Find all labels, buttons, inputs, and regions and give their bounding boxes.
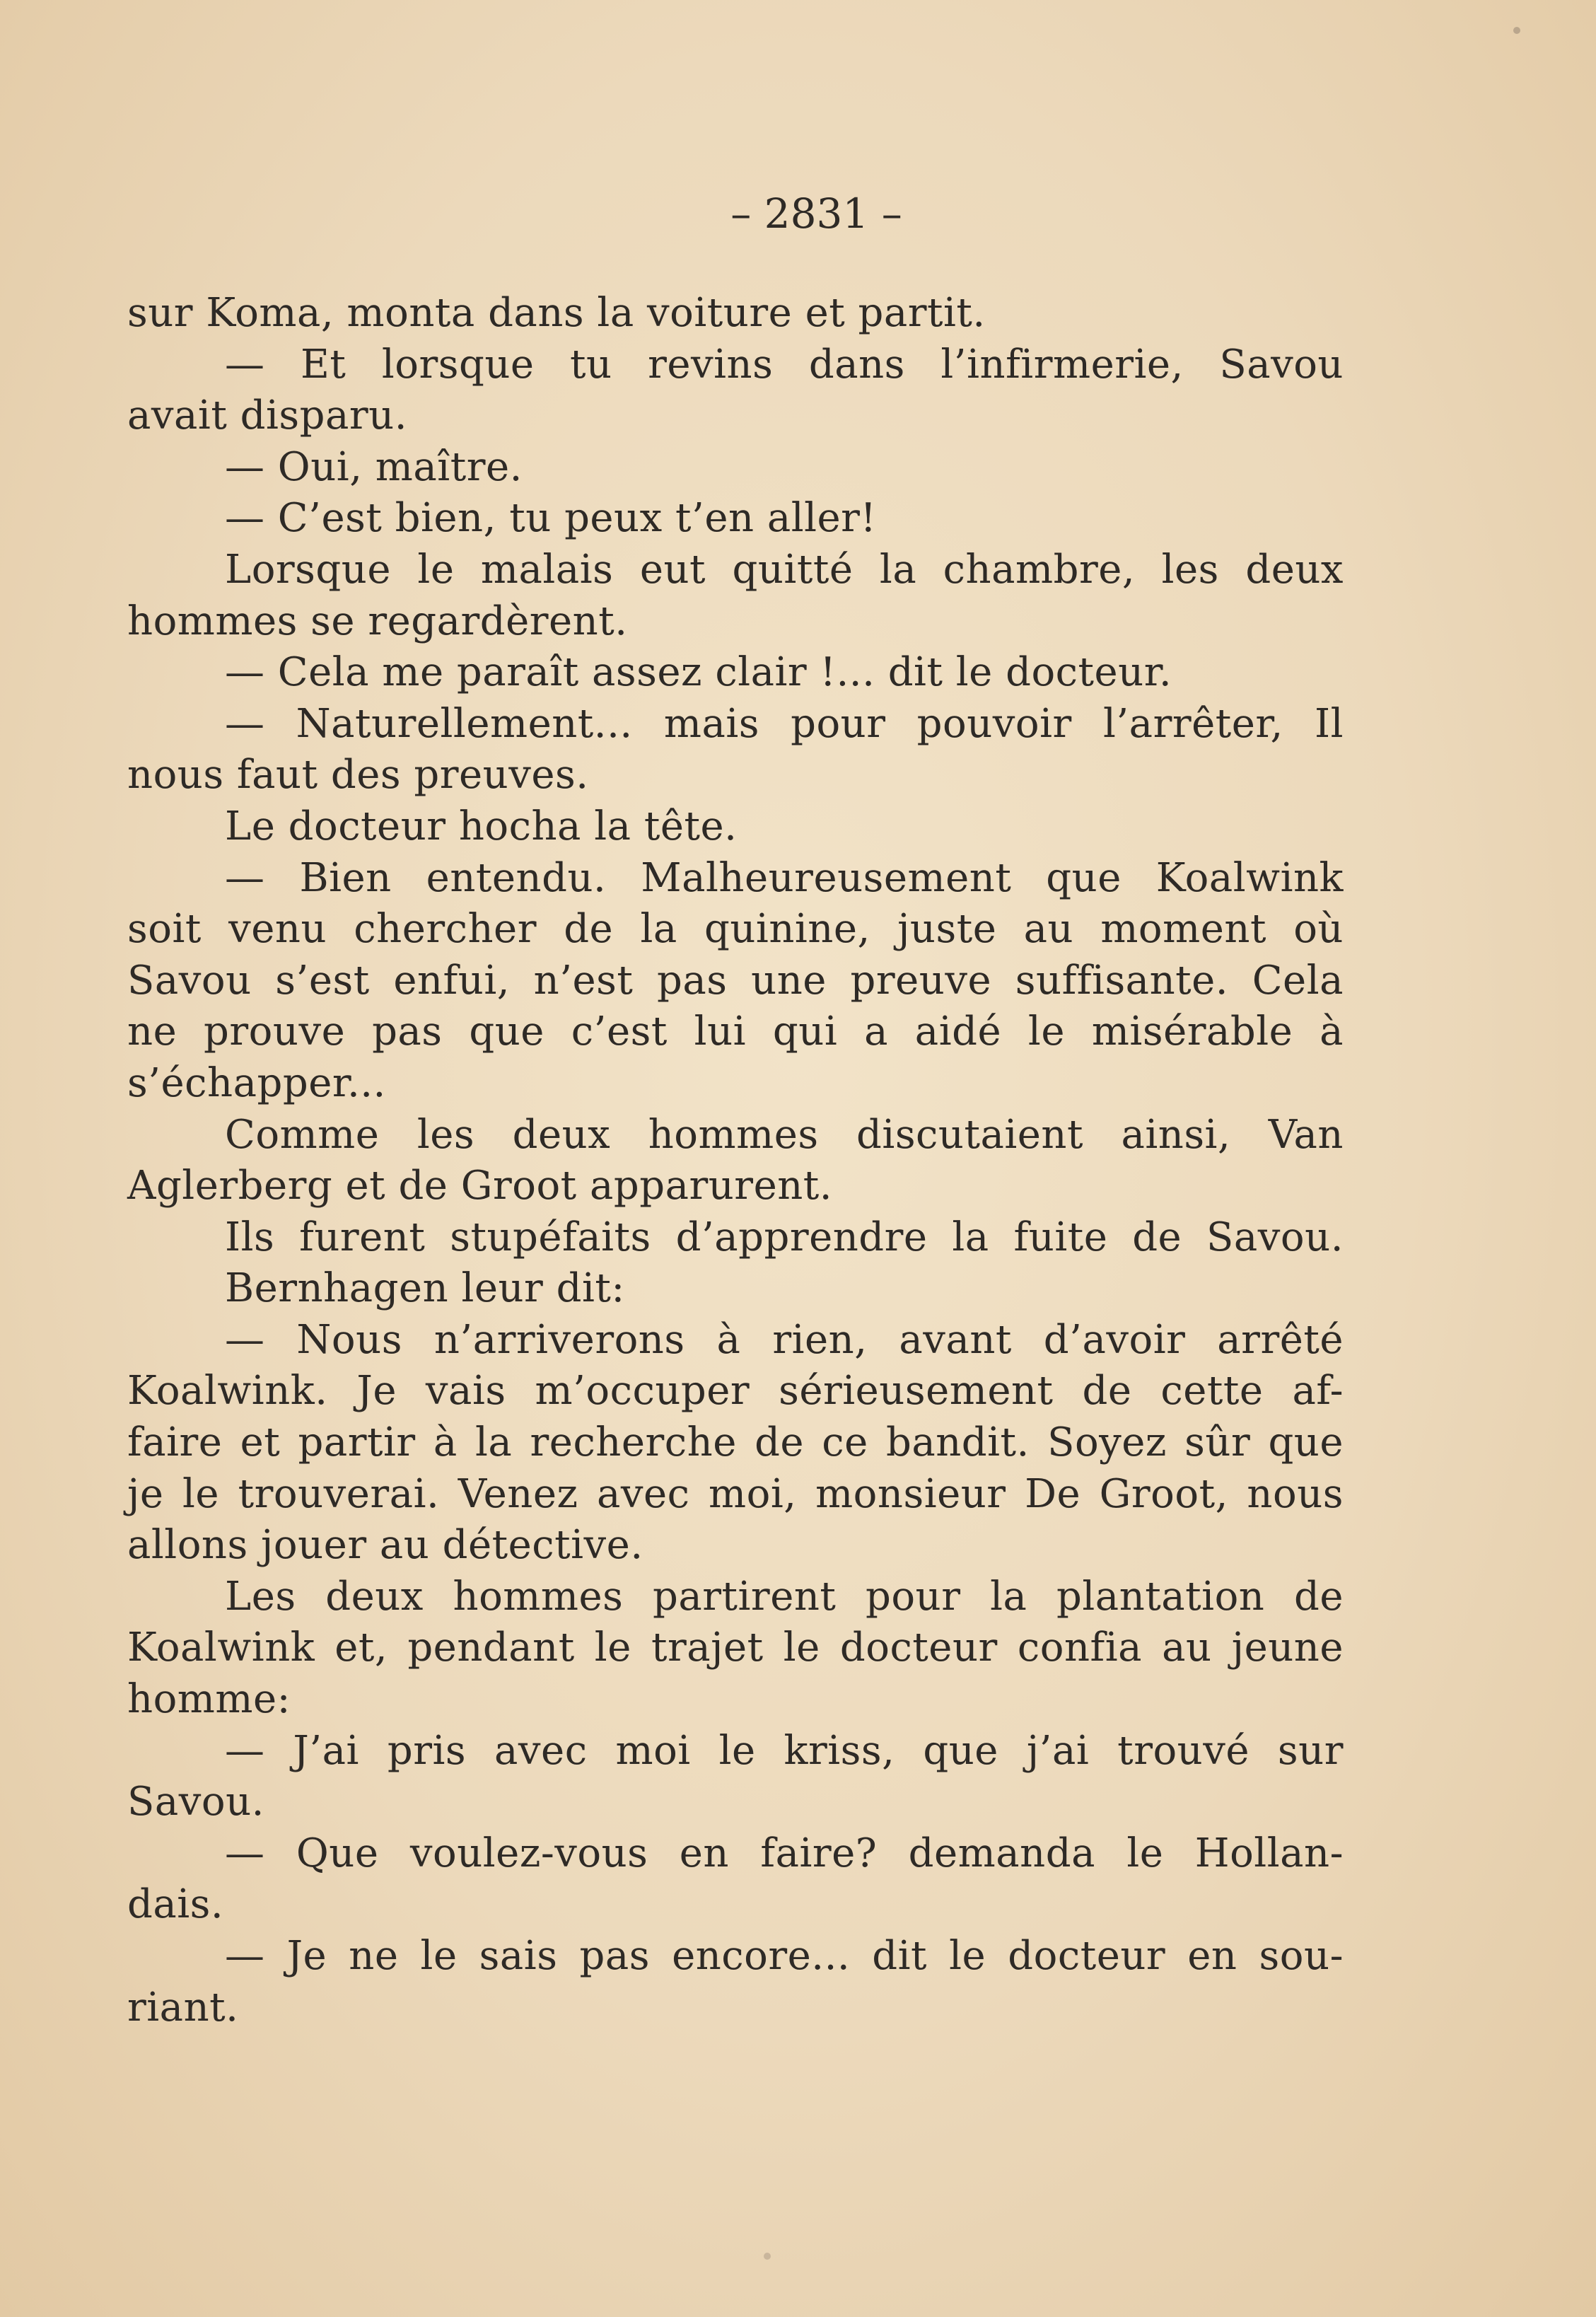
text-line: riant. <box>127 1984 239 2031</box>
text-line: — Nous n’arriverons à rien, avant d’avoir arrêté <box>225 1316 1344 1363</box>
text-line: homme: <box>127 1676 291 1723</box>
text-line: Aglerberg et de Groot apparurent. <box>127 1163 833 1209</box>
text-line: ne prouve pas que c’est lui qui a aidé le misérable à <box>127 1009 1344 1055</box>
text-line: Ils furent stupéfaits d’apprendre la fuite de Savou. <box>225 1214 1344 1260</box>
text-line: dais. <box>127 1881 224 1928</box>
text-line: Bernhagen leur dit: <box>225 1265 625 1312</box>
text-line: Les deux hommes partirent pour la plantation de <box>225 1573 1344 1620</box>
text-line: soit venu chercher de la quinine, juste au moment où <box>127 906 1344 953</box>
text-line: hommes se regardèrent. <box>127 598 628 644</box>
text-line: nous faut des preuves. <box>127 752 589 799</box>
text-line: — Bien entendu. Malheureusement que Koalwink <box>225 854 1344 901</box>
text-line: — C’est bien, tu peux t’en aller! <box>225 495 877 542</box>
paper-speck <box>764 2253 771 2260</box>
text-line: sur Koma, monta dans la voiture et partit. <box>127 290 986 336</box>
text-line: — Je ne le sais pas encore... dit le docteur en sou- <box>225 1933 1344 1979</box>
text-line: Koalwink. Je vais m’occuper sérieusement de cette af- <box>127 1368 1344 1415</box>
text-line: — Que voulez-vous en faire? demanda le Hollan- <box>225 1830 1344 1876</box>
text-line: allons jouer au détective. <box>127 1522 643 1569</box>
text-line: Lorsque le malais eut quitté la chambre, les deux <box>225 546 1344 593</box>
text-line: avait disparu. <box>127 393 407 439</box>
text-line: s’échapper... <box>127 1059 386 1106</box>
paper-speck <box>1513 27 1520 34</box>
text-line: — Et lorsque tu revins dans l’infirmerie, Savou <box>225 341 1344 388</box>
text-line: Savou s’est enfui, n’est pas une preuve suffisante. Cela <box>127 957 1344 1004</box>
text-line: je le trouverai. Venez avec moi, monsieur De Groot, nous <box>127 1470 1344 1517</box>
page-number: – 2831 – <box>730 190 902 238</box>
text-line: — Naturellement... mais pour pouvoir l’arrêter, Il <box>225 700 1344 747</box>
text-line: Comme les deux hommes discutaient ainsi, Van <box>225 1111 1344 1158</box>
text-line: — Cela me paraît assez clair !... dit le docteur. <box>225 649 1172 696</box>
text-line: Savou. <box>127 1779 264 1825</box>
text-line: Koalwink et, pendant le trajet le docteur confia au jeune <box>127 1625 1344 1671</box>
text-line: — Oui, maître. <box>225 443 523 490</box>
text-line: Le docteur hocha la tête. <box>225 803 738 849</box>
body-text <box>127 288 1344 2033</box>
text-line: — J’ai pris avec moi le kriss, que j’ai trouvé sur <box>225 1727 1344 1774</box>
text-line: faire et partir à la recherche de ce bandit. Soyez sûr que <box>127 1419 1344 1466</box>
